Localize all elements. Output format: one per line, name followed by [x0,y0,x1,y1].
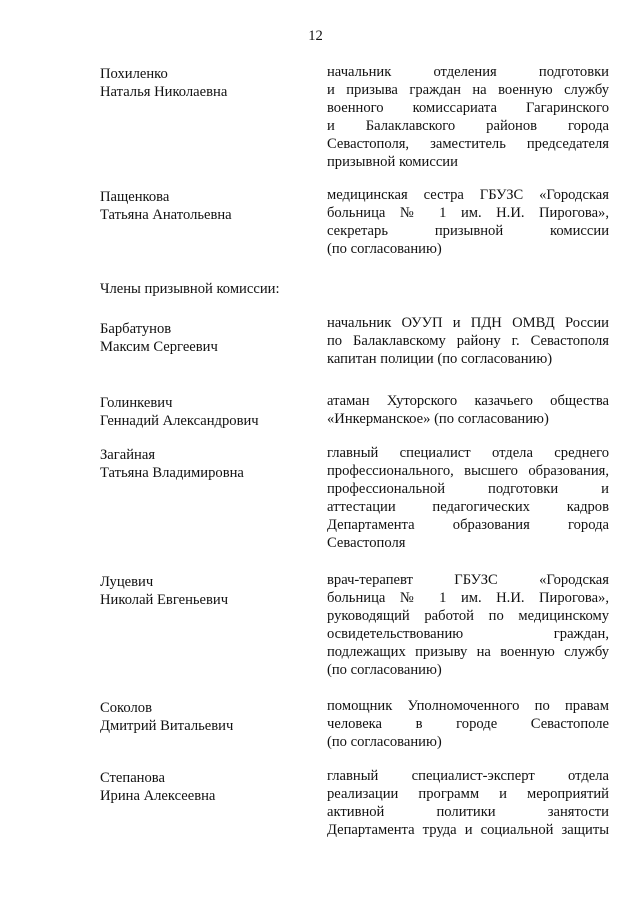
member-given-names: Ирина Алексеевна [100,788,216,804]
role-line: профессионального, высшего образования, [327,463,609,479]
member-given-names: Татьяна Анатольевна [100,207,232,223]
role-line: Севастополя, заместитель председателя [327,136,609,152]
member-name [100,320,315,356]
role-line: военного комиссариата Гагаринского [327,100,609,116]
member-given-names: Наталья Николаевна [100,84,228,100]
role-line: начальник ОУУП и ПДН ОМВД России [327,315,609,331]
member-role [327,314,609,368]
role-line: Департамента образования города [327,517,609,533]
member-given-names: Татьяна Владимировна [100,465,244,481]
role-line: по Балаклавскому району г. Севастополя [327,333,609,349]
role-line: реализации программ и мероприятий [327,786,609,802]
role-line: освидетельствованию граждан, [327,626,609,642]
member-role [327,571,609,679]
member-surname: Голинкевич [100,395,173,411]
role-line: и призыва граждан на военную службу [327,82,609,98]
member-given-names: Николай Евгеньевич [100,592,229,608]
member-surname: Соколов [100,700,152,716]
role-line: человека в городе Севастополе [327,716,609,732]
role-line: (по согласованию) [327,734,442,750]
role-line: подлежащих призыву на военную службу [327,644,609,660]
role-line: и Балаклавского районов города [327,118,609,134]
member-role [327,63,609,171]
role-line: начальник отделения подготовки [327,64,609,80]
member-surname: Степанова [100,770,165,786]
member-name [100,573,315,609]
member-role [327,444,609,552]
role-line: (по согласованию) [327,662,442,678]
role-line: призывной комиссии [327,154,458,170]
role-line: профессиональной подготовки и [327,481,609,497]
role-line: Севастополя [327,535,406,551]
member-surname: Похиленко [100,66,168,82]
member-surname: Барбатунов [100,321,172,337]
role-line: врач-терапевт ГБУЗС «Городская [327,572,609,588]
role-line: медицинская сестра ГБУЗС «Городская [327,187,609,203]
role-line: помощник Уполномоченного по правам [327,698,609,714]
member-name [100,446,315,482]
role-line: активной политики занятости [327,804,609,820]
role-line: Департамента труда и социальной защиты [327,822,609,838]
role-line: руководящий работой по медицинскому [327,608,609,624]
member-name [100,394,315,430]
role-line: «Инкерманское» (по согласованию) [327,411,549,427]
section-heading: Члены призывной комиссии: [100,281,280,297]
member-given-names: Геннадий Александрович [100,413,259,429]
role-line: больница № 1 им. Н.И. Пирогова», [327,590,609,606]
member-surname: Загайная [100,447,156,463]
member-name [100,769,315,805]
member-role [327,697,609,751]
page-number: 12 [308,28,323,44]
role-line: атаман Хуторского казачьего общества [327,393,609,409]
role-line: главный специалист отдела среднего [327,445,609,461]
member-role [327,767,609,839]
member-given-names: Дмитрий Витальевич [100,718,234,734]
role-line: секретарь призывной комиссии [327,223,609,239]
role-line: аттестации педагогических кадров [327,499,609,515]
role-line: капитан полиции (по согласованию) [327,351,553,367]
member-role [327,186,609,258]
role-line: больница № 1 им. Н.И. Пирогова», [327,205,609,221]
role-line: главный специалист-эксперт отдела [327,768,609,784]
member-name [100,65,315,101]
member-name [100,188,315,224]
role-line: (по согласованию) [327,241,442,257]
member-role [327,392,609,428]
member-surname: Пащенкова [100,189,170,205]
member-surname: Луцевич [100,574,154,590]
member-given-names: Максим Сергеевич [100,339,218,355]
member-name [100,699,315,735]
